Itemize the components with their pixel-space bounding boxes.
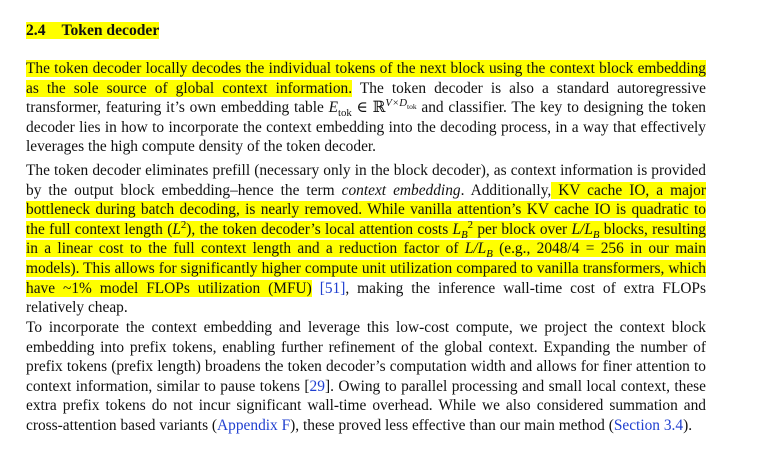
paragraph-2 — [26, 161, 706, 318]
hl-text-1: KV cache IO, a major bottleneck during batch decoding, is nearly removed. While vanilla attention’s KV cache IO is quadratic to the full context length ( — [26, 181, 706, 238]
section-3-4-link[interactable]: Section 3.4 — [613, 416, 684, 434]
math-lb-sub: B — [461, 228, 468, 241]
p3-text-a: To incorporate the context embedding and leverage this low-cost compute, we project the context block embedding into prefix tokens, enabling further refinement of the global context. Expanding the number of prefix tokens (prefix length) broadens the token decoder’s computation width and allows for finer attention to context information, similar to pause tokens [ — [26, 319, 706, 395]
paragraph-1 — [26, 59, 706, 157]
p2-text-a: The token decoder eliminates prefill (necessary only in the block decoder), as context information is provided by the output block embedding–hence the term — [26, 162, 706, 199]
dimension-text: V×D — [385, 97, 408, 110]
math-frac-1: L/L — [571, 220, 593, 238]
e-symbol: E — [328, 99, 338, 117]
p3-text-d: ). — [683, 416, 693, 434]
hl-text-2: ), the token decoder’s local attention costs — [186, 220, 453, 238]
section-title: Token decoder — [61, 22, 160, 39]
p1-text-b: and classifier. The key to designing the token decoder lies in how to incorporate the context embedding into the decoding process, in a way that effectively leverages the high compute density of the token decoder. — [26, 99, 706, 156]
section-number: 2.4 — [26, 22, 46, 39]
p2-text-d: , making the inference wall-time cost of extra FLOPs relatively cheap. — [26, 279, 706, 317]
paragraph-3 — [26, 318, 706, 436]
term-context-embedding: context embedding — [341, 181, 461, 199]
p1-text-a: The token decoder is also a standard autoregressive transformer, featuring it’s own embedding table — [26, 79, 706, 117]
p2-text-c — [312, 280, 320, 297]
math-l-sup: 2 — [180, 218, 187, 231]
math-lb: L — [452, 220, 462, 238]
p3-text-b: ]. Owing to parallel processing and small local context, these extra prefix tokens do not incur significant wall-time overhead. While we also considered summation and cross-attention based variants ( — [26, 377, 706, 434]
dimension-superscript — [385, 97, 417, 112]
p2-text-b: . Additionally, — [460, 181, 552, 199]
math-l: L — [172, 220, 181, 238]
citation-link-29[interactable]: 29 — [309, 377, 325, 395]
embedding-symbol — [328, 99, 352, 120]
section-heading-highlight — [26, 22, 159, 39]
dimension-sub: tok — [407, 102, 417, 112]
hl-text-4: blocks, resulting in a linear cost to the full context length and a reduction factor of — [26, 220, 706, 258]
tok-subscript: tok — [338, 107, 352, 120]
p3-text-c: ), these proved less effective than our main method ( — [290, 416, 614, 434]
appendix-f-link[interactable]: Appendix F — [217, 416, 291, 434]
math-lb-sup: 2 — [467, 218, 474, 231]
citation-link-51[interactable]: [51] — [319, 279, 346, 297]
hl-text-3: per block over — [473, 220, 572, 238]
math-frac-1-sub: B — [592, 228, 600, 241]
math-frac-2-sub: B — [486, 248, 493, 261]
section-heading — [26, 20, 159, 42]
highlight-1: The token decoder locally decodes the individual tokens of the next block using the context block embedding as the sole source of global context information. — [26, 60, 706, 97]
set-membership: ∈ ℝ — [351, 99, 386, 117]
hl-text-5: (e.g., 2048/4 = 256 in our main models). This allows for significantly higher compute unit utilization compared to vanilla transformers, which have ~1% model FLOPs utilization (MFU) — [26, 240, 706, 297]
math-frac-2: L/L — [464, 240, 487, 258]
